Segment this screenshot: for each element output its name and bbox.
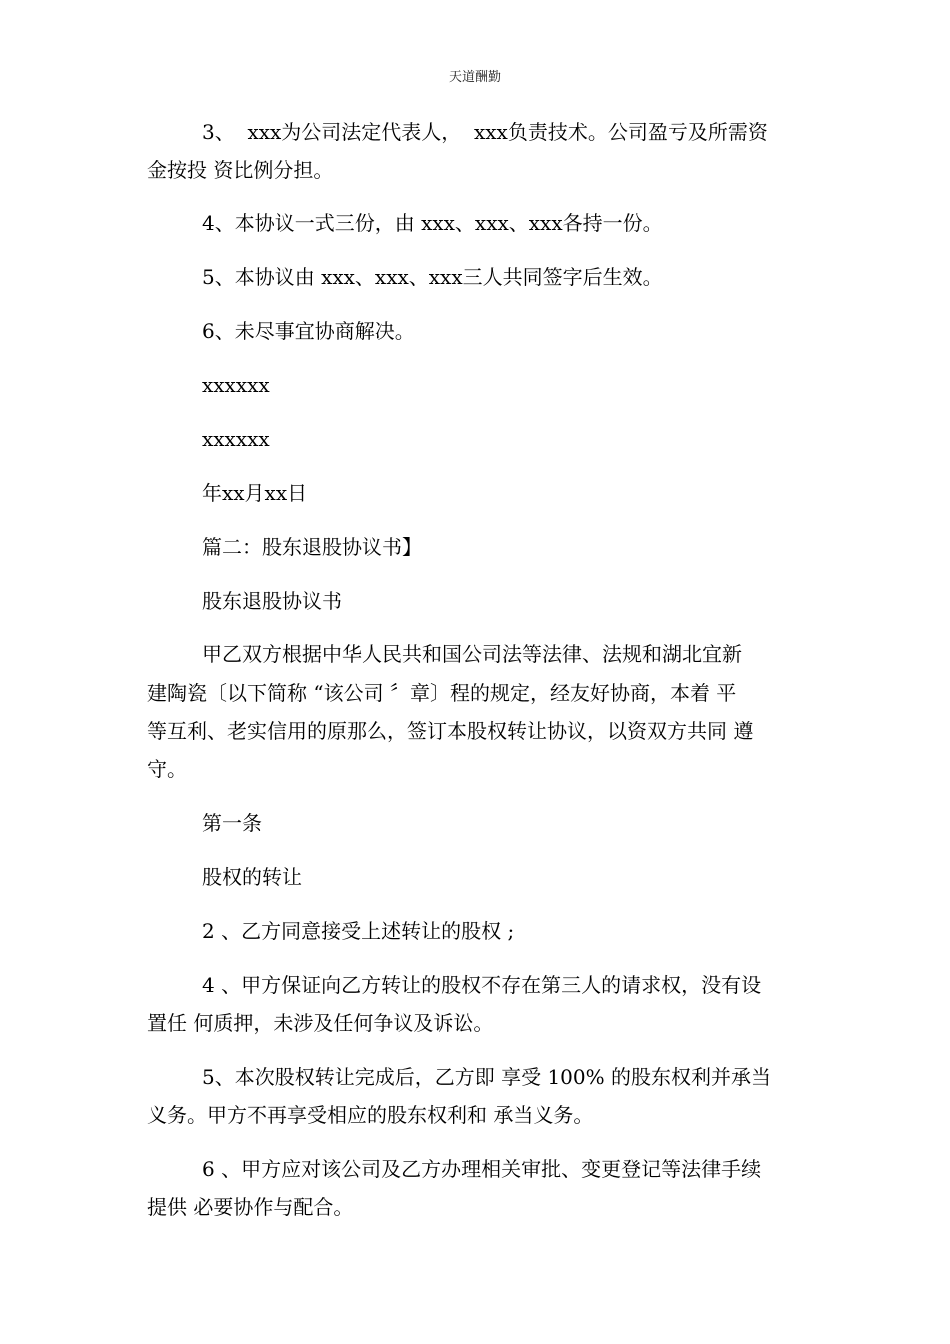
clause-3-line-1: 3、 xxx为公司法定代表人， xxx负责技术。公司盈亏及所需资 (202, 120, 768, 144)
preamble-line-4: 守。 (147, 757, 187, 781)
signature-date: 年xx月xx日 (202, 481, 308, 505)
preamble-line-1: 甲乙双方根据中华人民共和国公司法等法律、法规和湖北宜新 (202, 642, 742, 666)
signature-party-1: xxxxxx (202, 373, 270, 397)
clause-3-line-2: 金按投 资比例分担。 (147, 158, 334, 182)
article-clause-4-line-1: 4 、甲方保证向乙方转让的股权不存在第三人的请求权，没有设 (202, 973, 762, 997)
signature-party-2: xxxxxx (202, 427, 270, 451)
article-clause-6-line-2: 提供 必要协作与配合。 (147, 1195, 354, 1219)
article-clause-6-line-1: 6 、甲方应对该公司及乙方办理相关审批、变更登记等法律手续 (202, 1157, 762, 1181)
section-heading: 篇二：股东退股协议书】 (202, 535, 422, 559)
article-1-title: 股权的转让 (202, 865, 302, 889)
article-1-heading: 第一条 (202, 811, 262, 835)
preamble-line-2: 建陶瓷〔以下简称 “该公司 〞章〕程的规定，经友好协商，本着 平 (147, 681, 737, 705)
article-clause-4-line-2: 置任 何质押，未涉及任何争议及诉讼。 (147, 1011, 494, 1035)
article-clause-2: 2 、乙方同意接受上述转让的股权 ; (202, 919, 515, 943)
clause-6: 6、未尽事宜协商解决。 (202, 319, 415, 343)
document-title: 股东退股协议书 (202, 589, 342, 613)
preamble-line-3: 等互利、老实信用的原那么，签订本股权转让协议，以资双方共同 遵 (147, 719, 754, 743)
clause-4: 4、本协议一式三份，由 xxx、xxx、xxx各持一份。 (202, 211, 663, 235)
clause-5: 5、本协议由 xxx、xxx、xxx三人共同签字后生效。 (202, 265, 663, 289)
page-header: 天道酬勤 (448, 70, 501, 85)
article-clause-5-line-1: 5、本次股权转让完成后，乙方即 享受 100% 的股东权利并承当 (202, 1065, 771, 1089)
article-clause-5-line-2: 义务。甲方不再享受相应的股东权利和 承当义务。 (147, 1103, 594, 1127)
